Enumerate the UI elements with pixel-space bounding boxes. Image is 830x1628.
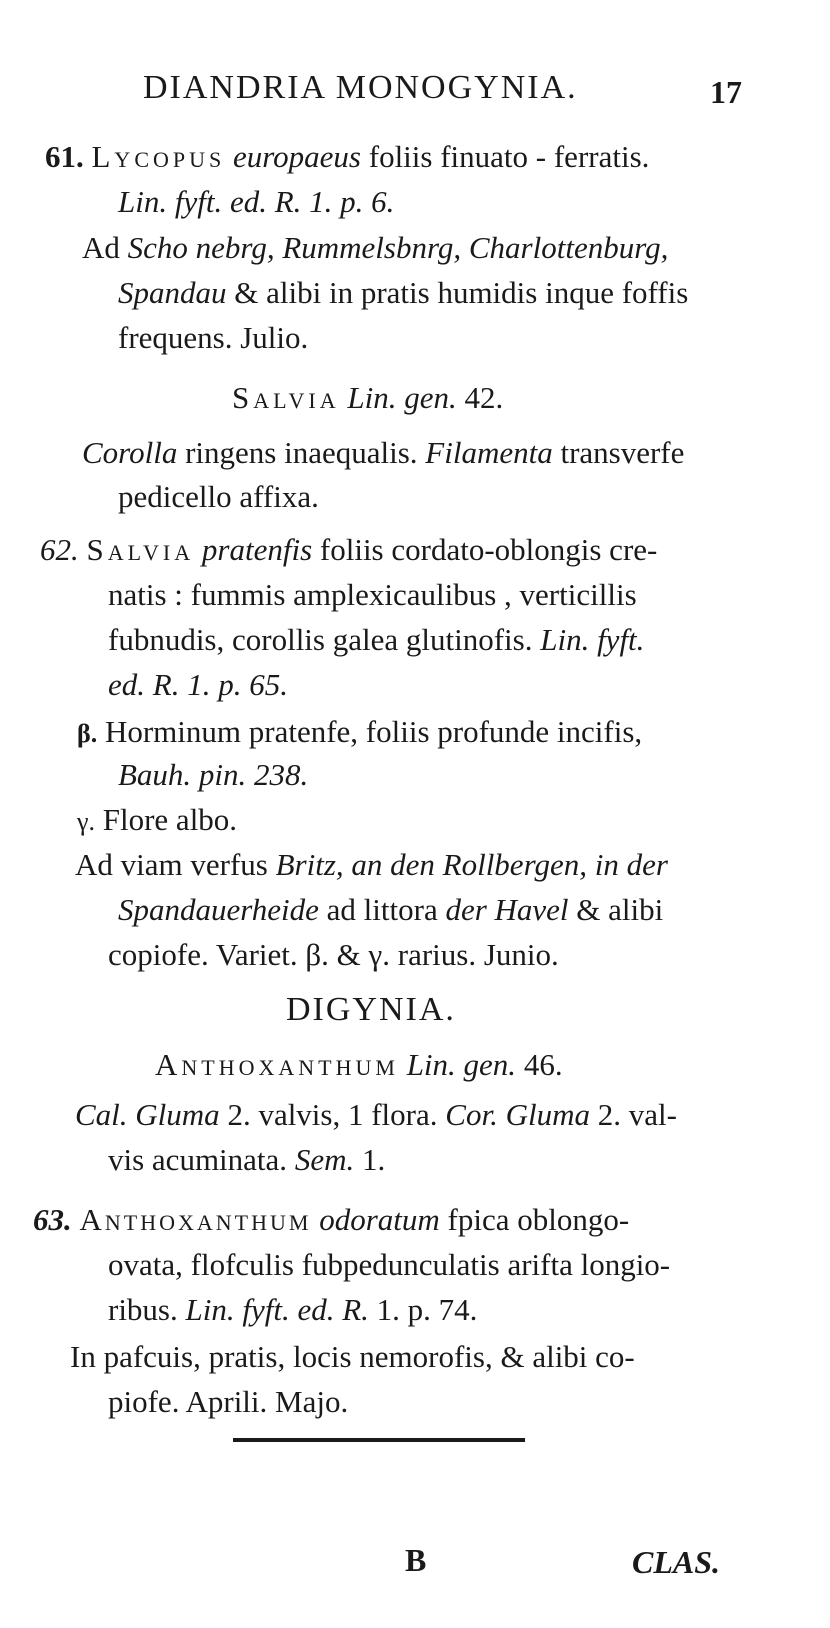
genus-name: Anthoxanthum <box>155 1047 399 1082</box>
genus-heading-anthoxanthum <box>155 1045 563 1085</box>
locality-text: ad littora <box>326 892 438 927</box>
diagnosis: fubnudis, corollis galea glutinofis. <box>108 622 533 657</box>
locality-place: Spandauerheide <box>118 892 319 927</box>
entry-62-reference: ed. R. 1. p. 65. <box>108 667 288 702</box>
locality-place: der Havel <box>445 892 569 927</box>
entry-61-line-1 <box>45 137 649 177</box>
entry-62-locality-2 <box>118 890 663 930</box>
variety-text: Flore albo. <box>102 802 238 837</box>
genus-number: 42. <box>464 380 504 415</box>
entry-62-beta-reference: Bauh. pin. 238. <box>118 757 309 792</box>
filamenta-label: Filamenta <box>425 435 553 470</box>
calyx-label: Cal. Gluma <box>75 1097 220 1132</box>
anthoxanthum-character-1 <box>75 1095 677 1135</box>
reference: Lin. fyft. <box>540 622 645 657</box>
variety-text: Horminum pratenfe, foliis profunde incifis, <box>104 714 643 749</box>
locality-places: Britz, an den Rollbergen, in der <box>275 847 668 882</box>
entry-62-locality-3: copiofe. Variet. β. & γ. rarius. Junio. <box>108 937 559 972</box>
entry-62-line-1 <box>40 530 657 570</box>
entry-62-line-3 <box>108 620 644 660</box>
corolla-text: ringens inaequalis. <box>185 435 418 470</box>
corolla-text: 2. val- <box>597 1097 677 1132</box>
corolla-label: Corolla <box>82 435 178 470</box>
filamenta-text: transverfe <box>560 435 685 470</box>
reference: Lin. fyft. ed. R. <box>185 1292 369 1327</box>
diagnosis: ribus. <box>108 1292 178 1327</box>
corolla-label: Cor. Gluma <box>445 1097 590 1132</box>
entry-number: 61. <box>45 139 84 174</box>
semen-text: 1. <box>361 1142 386 1177</box>
genus-name: Lycopus <box>91 139 226 174</box>
entry-63-line-3 <box>108 1290 477 1330</box>
entry-number: 63. <box>33 1202 72 1237</box>
reference-page: 1. p. 74. <box>376 1292 478 1327</box>
entry-63-line-1 <box>33 1200 629 1240</box>
variety-mark: β. <box>77 719 98 748</box>
section-rule <box>233 1438 525 1442</box>
section-heading-digynia: DIGYNIA. <box>286 991 456 1028</box>
entry-63-locality-2: piofe. Aprili. Majo. <box>108 1384 349 1419</box>
diagnosis: foliis cordato-oblongis cre- <box>319 532 658 567</box>
signature-mark: B <box>405 1542 427 1578</box>
calyx-text: 2. valvis, 1 flora. <box>227 1097 438 1132</box>
salvia-character-1 <box>82 433 684 473</box>
entry-62-variety-gamma <box>77 800 237 842</box>
character-text: vis acuminata. <box>108 1142 288 1177</box>
entry-62-locality-1 <box>75 845 668 885</box>
semen-label: Sem. <box>294 1142 355 1177</box>
genus-number: 46. <box>523 1047 563 1082</box>
locality-places: Scho nebrg, Rummelsbnrg, Charlottenburg, <box>127 230 669 265</box>
species-name: europaeus <box>233 139 361 174</box>
genus-heading-salvia <box>232 378 503 418</box>
entry-number: 62. <box>40 532 79 567</box>
entry-61-reference: Lin. fyft. ed. R. 1. p. 6. <box>118 184 395 219</box>
locality-text: & alibi in pratis humidis inque foffis <box>234 275 689 310</box>
salvia-character-2: pedicello affixa. <box>118 479 319 514</box>
diagnosis: foliis finuato - ferratis. <box>368 139 650 174</box>
entry-61-locality-2 <box>118 273 688 313</box>
locality-text: Ad viam verfus <box>75 847 268 882</box>
page-number: 17 <box>710 74 742 110</box>
locality-text: & alibi <box>576 892 664 927</box>
entry-62-line-2: natis : fummis amplexicaulibus , verticillis <box>108 577 637 612</box>
variety-mark: γ. <box>77 807 95 836</box>
genus-name: Salvia <box>86 532 195 567</box>
genus-name: Anthoxanthum <box>79 1202 312 1237</box>
entry-63-locality-1: In pafcuis, pratis, locis nemorofis, & alibi co- <box>70 1339 635 1374</box>
genus-name: Salvia <box>232 380 340 415</box>
catchword: CLAS. <box>632 1544 721 1580</box>
species-name: pratenfis <box>201 532 313 567</box>
anthoxanthum-character-2 <box>108 1140 385 1180</box>
entry-61-locality-3: frequens. Julio. <box>118 320 309 355</box>
species-name: odoratum <box>319 1202 440 1237</box>
genus-reference: Lin. gen. <box>406 1047 517 1082</box>
locality-ad: Ad <box>82 230 120 265</box>
running-head: DIANDRIA MONOGYNIA. <box>143 69 578 106</box>
entry-63-line-2: ovata, flofculis fubpedunculatis arifta longio- <box>108 1247 671 1282</box>
entry-62-variety-beta <box>77 712 642 754</box>
diagnosis: fpica oblongo- <box>447 1202 630 1237</box>
genus-reference: Lin. gen. <box>347 380 457 415</box>
locality-place: Spandau <box>118 275 227 310</box>
entry-61-locality-1 <box>82 228 668 268</box>
